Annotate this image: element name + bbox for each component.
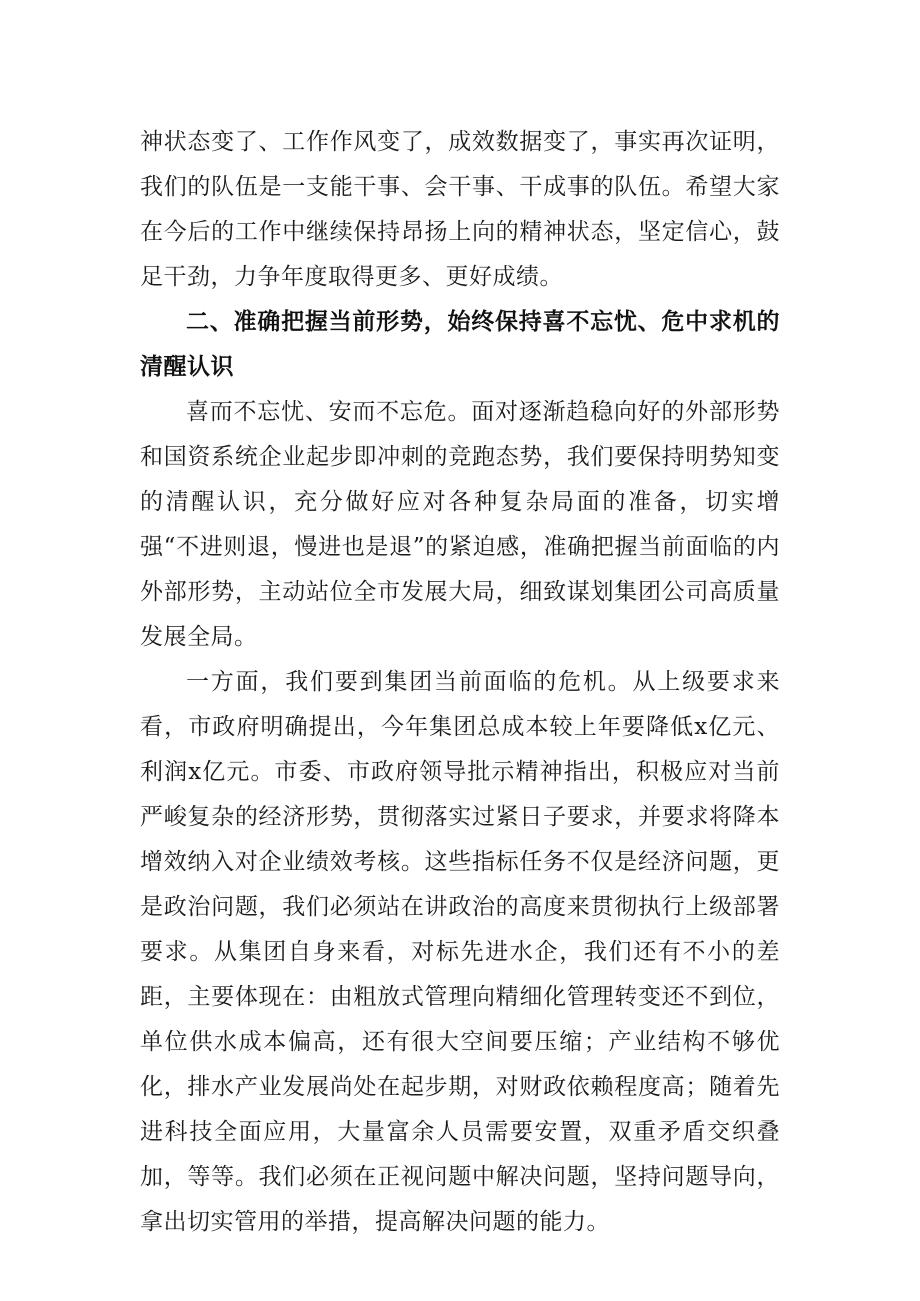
paragraph-continued: 神状态变了、工作作风变了，成效数据变了，事实再次证明，我们的队伍是一支能干事、会干事、干成事的队伍。希望大家在今后的工作中继续保持昂扬上向的精神状态，坚定信心，鼓足干劲，力争年度取得更多、更好成绩。 — [140, 129, 780, 290]
document-body — [140, 120, 780, 1245]
section-heading: 二、准确把握当前形势，始终保持喜不忘忧、危中求机的清醒认识 — [140, 309, 780, 380]
paragraph: 一方面，我们要到集团当前面临的危机。从上级要求来看，市政府明确提出，今年集团总成本较上年要降低x亿元、利润x亿元。市委、市政府领导批示精神指出，积极应对当前严峻复杂的经济形势，贯彻落实过紧日子要求，并要求将降本增效纳入对企业绩效考核。这些指标任务不仅是经济问题，更是政治问题，我们必须站在讲政治的高度来贯彻执行上级部署要求。从集团自身来看，对标先进水企，我们还有不小的差距，主要体现在：由粗放式管理向精细化管理转变还不到位，单位供水成本偏高，还有很大空间要压缩；产业结构不够优化，排水产业发展尚处在起步期，对财政依赖程度高；随着先进科技全面应用，大量富余人员需要安置，双重矛盾交织叠加，等等。我们必须在正视问题中解决问题，坚持问题导向，拿出切实管用的举措，提高解决问题的能力。 — [140, 669, 780, 1235]
paragraph: 喜而不忘忧、安而不忘危。面对逐渐趋稳向好的外部形势和国资系统企业起步即冲刺的竞跑态势，我们要保持明势知变的清醒认识，充分做好应对各种复杂局面的准备，切实增强“不进则退，慢进也是退”的紧迫感，准确把握当前面临的内外部形势，主动站位全市发展大局，细致谋划集团公司高质量发展全局。 — [140, 399, 780, 650]
